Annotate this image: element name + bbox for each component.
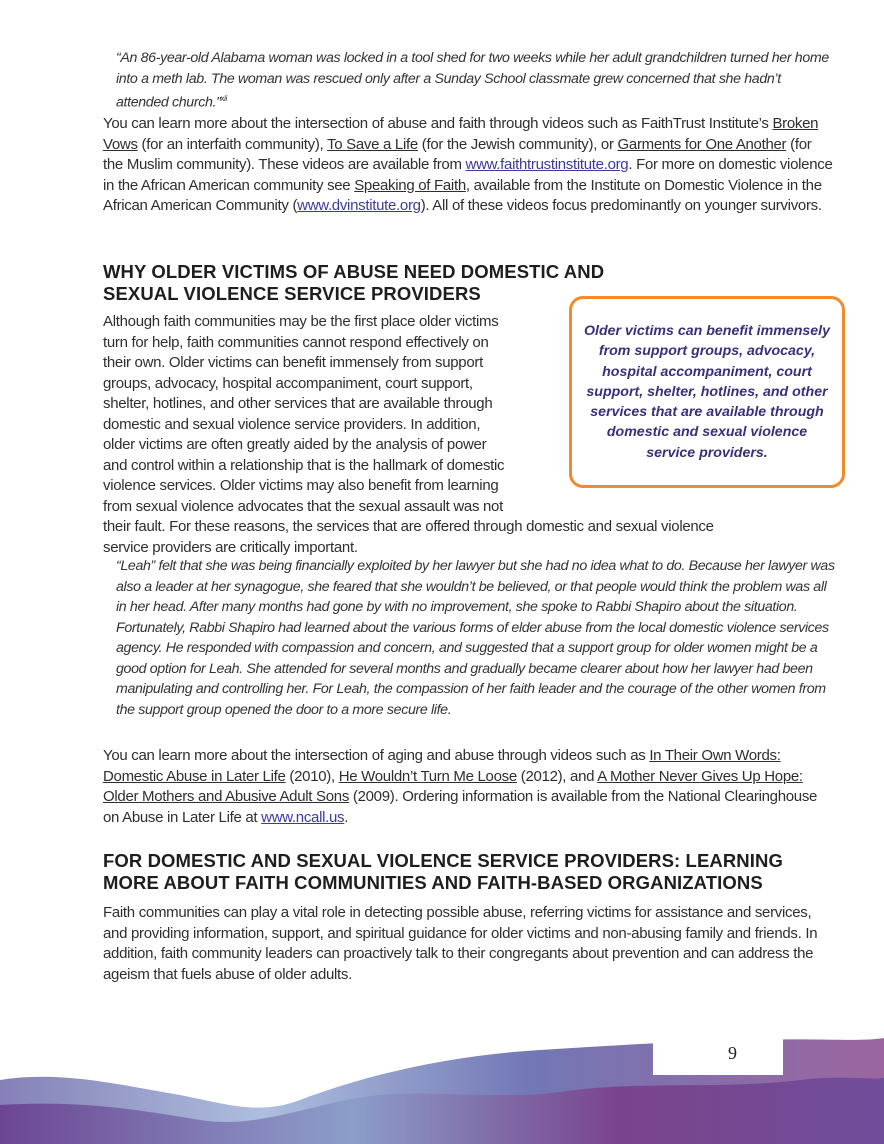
link-faithtrustinstitute[interactable]: www.faithtrustinstitute.org — [465, 156, 629, 173]
heading-line: SEXUAL VIOLENCE SERVICE PROVIDERS — [103, 283, 481, 304]
text: You can learn more about the intersection of aging and abuse through videos such as — [103, 747, 650, 764]
text: You can learn more about the intersection of abuse and faith through videos such as FaithTrust Institute’s — [103, 115, 773, 132]
quote-text: “An 86-year-old Alabama woman was locked in a tool shed for two weeks while her adult grandchildren turned her home into a meth lab. The woman was rescued only after a Sunday School classmate grew concerned that she hadn’t attended church.” — [116, 50, 829, 111]
heading-line: MORE ABOUT FAITH COMMUNITIES AND FAITH-BASED ORGANIZATIONS — [103, 872, 763, 893]
callout-text: Older victims can benefit immensely from support groups, advocacy, hospital accompaniment, court support, shelter, hotlines, and other services that are available through domestic and sexual violence service providers. — [584, 322, 831, 461]
text: . For more on domestic violence in the African American community see — [103, 156, 833, 194]
paragraph-line: Although faith communities may be the first place older victims — [103, 313, 499, 330]
section-heading-why-older-victims — [103, 261, 604, 305]
text: , available from the Institute on Domestic Violence in the African American Community ( — [103, 176, 822, 214]
text: (for the Jewish community), or — [417, 135, 618, 153]
link-broken-vows[interactable]: Broken Vows — [103, 115, 819, 153]
text: (2009). Ordering information is available from the National Clearinghouse on Abuse in Later Life at — [103, 788, 818, 826]
paragraph-faith-videos — [103, 114, 833, 217]
paragraph-line: and control within a relationship that is the hallmark of domestic — [103, 456, 505, 474]
quote-text: “Leah” felt that she was being financially exploited by her lawyer but she had no idea what to do. Because her lawyer was also a leader at her synagogue, she feared that she wouldn’t be believed, or that people would think the problem was all in her head. After many months had gone by with no improvement, she spoke to Rabbi Shapiro about the situation. Fortunately, Rabbi Shapiro had learned about the various forms of elder abuse from the local domestic violence services agency. He responded with compassion and concern, and suggested that a support group for older women might be a good option for Leah. She attended for several months and gradually became clearer about how her lawyer had been manipulating and controlling her. For Leah, the compassion of her faith leader and the courage of the other women from the support group opened the door to a more secure life. — [116, 558, 835, 718]
paragraph-line: service providers are critically important. — [103, 538, 358, 556]
page-number: 9 — [728, 1043, 737, 1063]
quote-alabama — [116, 48, 836, 113]
paragraph-faith-communities-role — [103, 903, 833, 985]
link-a-mother-never-gives-up-hope[interactable]: A Mother Never Gives Up Hope: Older Mothers and Abusive Adult Sons — [103, 767, 803, 805]
section-heading-for-service-providers — [103, 850, 783, 894]
paragraph-line: from sexual violence advocates that the sexual assault was not — [103, 497, 503, 515]
paragraph-line: domestic and sexual violence service providers. In addition, — [103, 415, 481, 433]
paragraph-line: turn for help, faith communities cannot respond effectively on — [103, 333, 489, 351]
heading-line: WHY OLDER VICTIMS OF ABUSE NEED DOMESTIC AND — [103, 261, 605, 282]
page-number-box — [653, 1039, 783, 1075]
link-in-their-own-words[interactable]: In Their Own Words: Domestic Abuse in Later Life — [103, 747, 781, 785]
heading-line: FOR DOMESTIC AND SEXUAL VIOLENCE SERVICE PROVIDERS: LEARNING — [103, 850, 783, 871]
text: Faith communities can play a vital role in detecting possible abuse, referring victims for assistance and services, and providing information, support, and spiritual guidance for older victims and non-abusing family and friends. In addition, faith community leaders can proactively talk to their congregants about prevention and can address the ageism that fuels abuse of older adults. — [103, 904, 818, 983]
paragraph-line: violence services. Older victims may also benefit from learning — [103, 477, 499, 494]
paragraph-line: their own. Older victims can benefit immensely from support — [103, 354, 483, 371]
pull-quote-callout — [569, 296, 845, 488]
text: (for the Muslim community). These videos are available from — [103, 135, 812, 173]
link-ncall[interactable]: www.ncall.us — [261, 808, 345, 826]
quote-leah — [116, 556, 836, 720]
text: ). All of these videos focus predominantly on younger survivors. — [420, 197, 822, 214]
text: (2012), and — [516, 767, 598, 785]
paragraph-line: shelter, hotlines, and other services that are available through — [103, 395, 493, 412]
text: (for an interfaith community), — [137, 135, 328, 153]
paragraph-line: groups, advocacy, hospital accompaniment, court support, — [103, 374, 473, 392]
link-he-wouldnt-turn-me-loose[interactable]: He Wouldn’t Turn Me Loose — [338, 767, 517, 785]
footnote-marker: xii — [220, 94, 227, 103]
link-dvinstitute[interactable]: www.dvinstitute.org — [297, 197, 421, 214]
link-garments-for-one-another[interactable]: Garments for One Another — [617, 135, 787, 153]
text: (2010), — [285, 767, 339, 785]
text: . — [344, 808, 349, 826]
paragraph-line: older victims are often greatly aided by the analysis of power — [103, 436, 487, 453]
paragraph-aging-videos — [103, 746, 833, 828]
paragraph-line: their fault. For these reasons, the services that are offered through domestic and sexual violence — [103, 518, 714, 535]
link-speaking-of-faith[interactable]: Speaking of Faith — [354, 176, 466, 194]
link-to-save-a-life[interactable]: To Save a Life — [327, 135, 418, 153]
